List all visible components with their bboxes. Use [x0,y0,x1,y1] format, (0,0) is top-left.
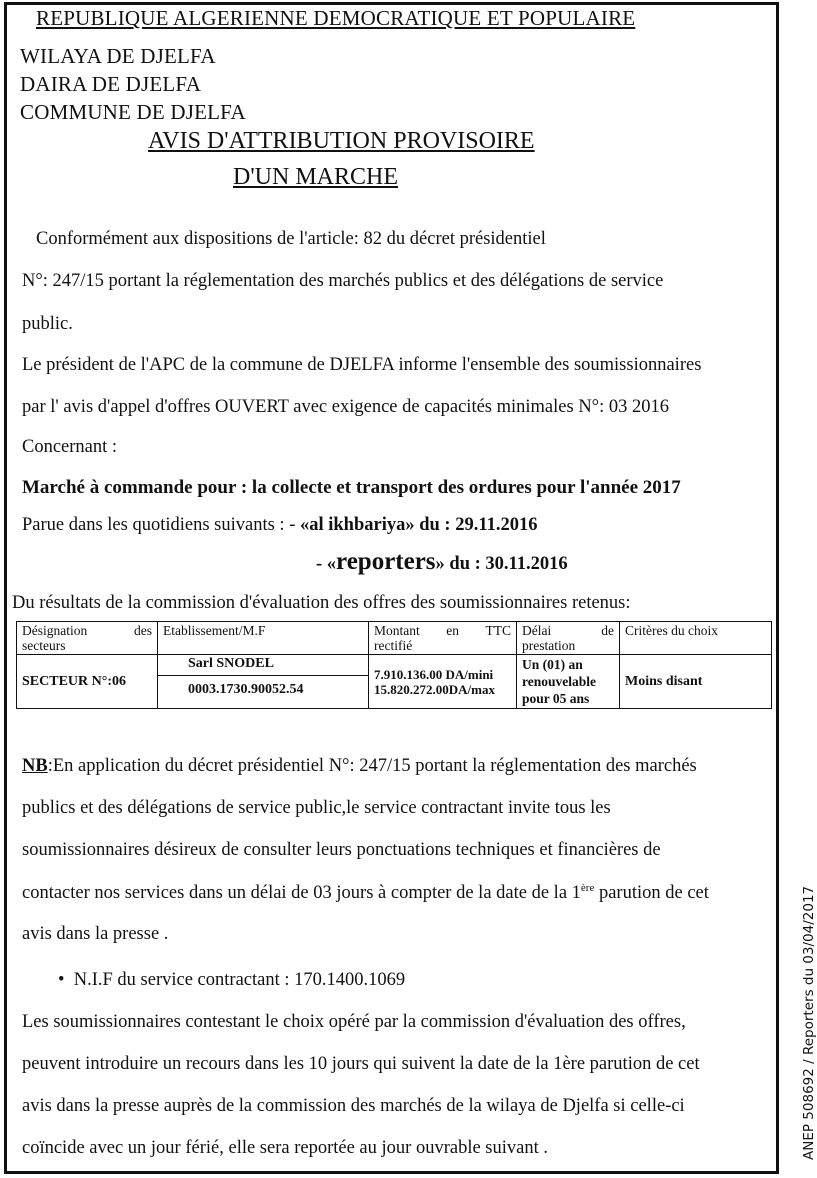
body-p1: Conformément aux dispositions de l'article: 82 du décret présidentiel [36,229,546,249]
nb-line1-text: :En application du décret présidentiel N°: 247/15 portant la réglementation des marchés [47,756,697,776]
body-p7: Marché à commande pour : la collecte et transport des ordures pour l'année 2017 [22,477,681,498]
th-criteres: Critères du choix [620,622,772,655]
header-wilaya: WILAYA DE DJELFA [20,44,216,68]
cell-delai [517,655,620,709]
nb-line3: soumissionnaires désireux de consulter leurs ponctuations techniques et financières de [22,840,661,860]
cell-delai-1: Un (01) an [522,657,583,672]
nb-label: NB [22,756,48,776]
closing-line1: Les soumissionnaires contestant le choix opéré par la commission d'évaluation des offres, [22,1012,686,1032]
title-line2: D'UN MARCHE [233,164,398,190]
cell-delai-2: renouvelable [522,674,596,689]
nb-line1 [22,756,697,777]
cell-delai-3: pour 05 ans [522,691,590,706]
body-p9-dash: - « [316,554,337,574]
side-publication-note: ANEP 508692 / Reporters du 03/04/2017 [801,885,817,1160]
th-montant-b: en [446,623,459,638]
body-p3: public. [22,314,73,334]
nif-line [58,970,405,991]
cell-montant-min: 7.910.136.00 DA/mini [374,666,494,682]
th-montant-a: Montant [374,623,420,638]
th-designation-a: Désignation [22,623,88,638]
cell-etab-nif: 0003.1730.90052.54 [158,676,369,709]
th-designation-b: des [134,623,152,638]
header-republic: REPUBLIQUE ALGERIENNE DEMOCRATIQUE ET POPULAIRE [36,6,636,30]
cell-montant [369,655,517,709]
nb-line5: avis dans la presse . [22,924,169,944]
th-delai [517,622,620,655]
nif-text: N.I.F du service contractant : 170.1400.1069 [73,970,406,990]
nb-line4 [22,882,709,904]
cell-etab-name: Sarl SNODEL [158,655,369,676]
nb-line4-a: contacter nos services dans un délai de 03 jours à compter de la date de la 1 [22,883,581,904]
cell-secteur: SECTEUR N°:06 [17,655,158,709]
body-p5: par l' avis d'appel d'offres OUVERT avec exigence de capacités minimales N°: 03 2016 [22,397,669,417]
title-line1: AVIS D'ATTRIBUTION PROVISOIRE [148,128,535,154]
th-delai-b: de [601,623,614,638]
body-p9-paper: reporters [336,548,436,575]
th-montant [369,622,517,655]
th-delai-c: prestation [522,638,576,653]
th-designation [17,622,158,655]
closing-line3: avis dans la presse auprès de la commission des marchés de la wilaya de Djelfa si celle-ci [22,1096,685,1116]
header-commune: COMMUNE DE DJELFA [20,100,246,124]
th-designation-c: secteurs [22,638,66,653]
body-p9 [316,548,568,576]
th-montant-d: rectifié [374,638,413,653]
body-p8-prefix: Parue dans les quotidiens suivants : - [22,515,300,535]
body-p9-date: » du : 30.11.2016 [435,554,568,574]
nb-line2: publics et des délégations de service public,le service contractant invite tous les [22,798,611,818]
bullet-icon: • [58,970,65,990]
table-header-row [17,622,772,655]
table-row [17,655,772,676]
th-etablissement: Etablissement/M.F [158,622,369,655]
body-p8-value: «al ikhbariya» du : 29.11.2016 [299,515,538,535]
body-p8 [22,515,537,536]
cell-critere: Moins disant [620,655,772,709]
body-p2: N°: 247/15 portant la réglementation des marchés publics et des délégations de service [22,271,664,291]
results-table [16,621,772,709]
body-p6: Concernant : [22,437,118,457]
th-delai-a: Délai [522,623,552,638]
header-daira: DAIRA DE DJELFA [20,72,202,96]
th-montant-c: TTC [485,623,511,638]
nb-line4-sup: ère [580,882,595,894]
closing-line2: peuvent introduire un recours dans les 10 jours qui suivent la date de la 1ère parution de cet [22,1054,700,1074]
body-p4: Le président de l'APC de la commune de DJELFA informe l'ensemble des soumissionnaires [22,355,702,375]
cell-montant-max: 15.820.272.00DA/max [374,681,495,697]
closing-line4: coïncide avec un jour férié, elle sera reportée au jour ouvrable suivant . [22,1138,548,1158]
body-p10: Du résultats de la commission d'évaluation des offres des soumissionnaires retenus: [12,593,631,613]
nb-line4-b: parution de cet [594,883,709,904]
